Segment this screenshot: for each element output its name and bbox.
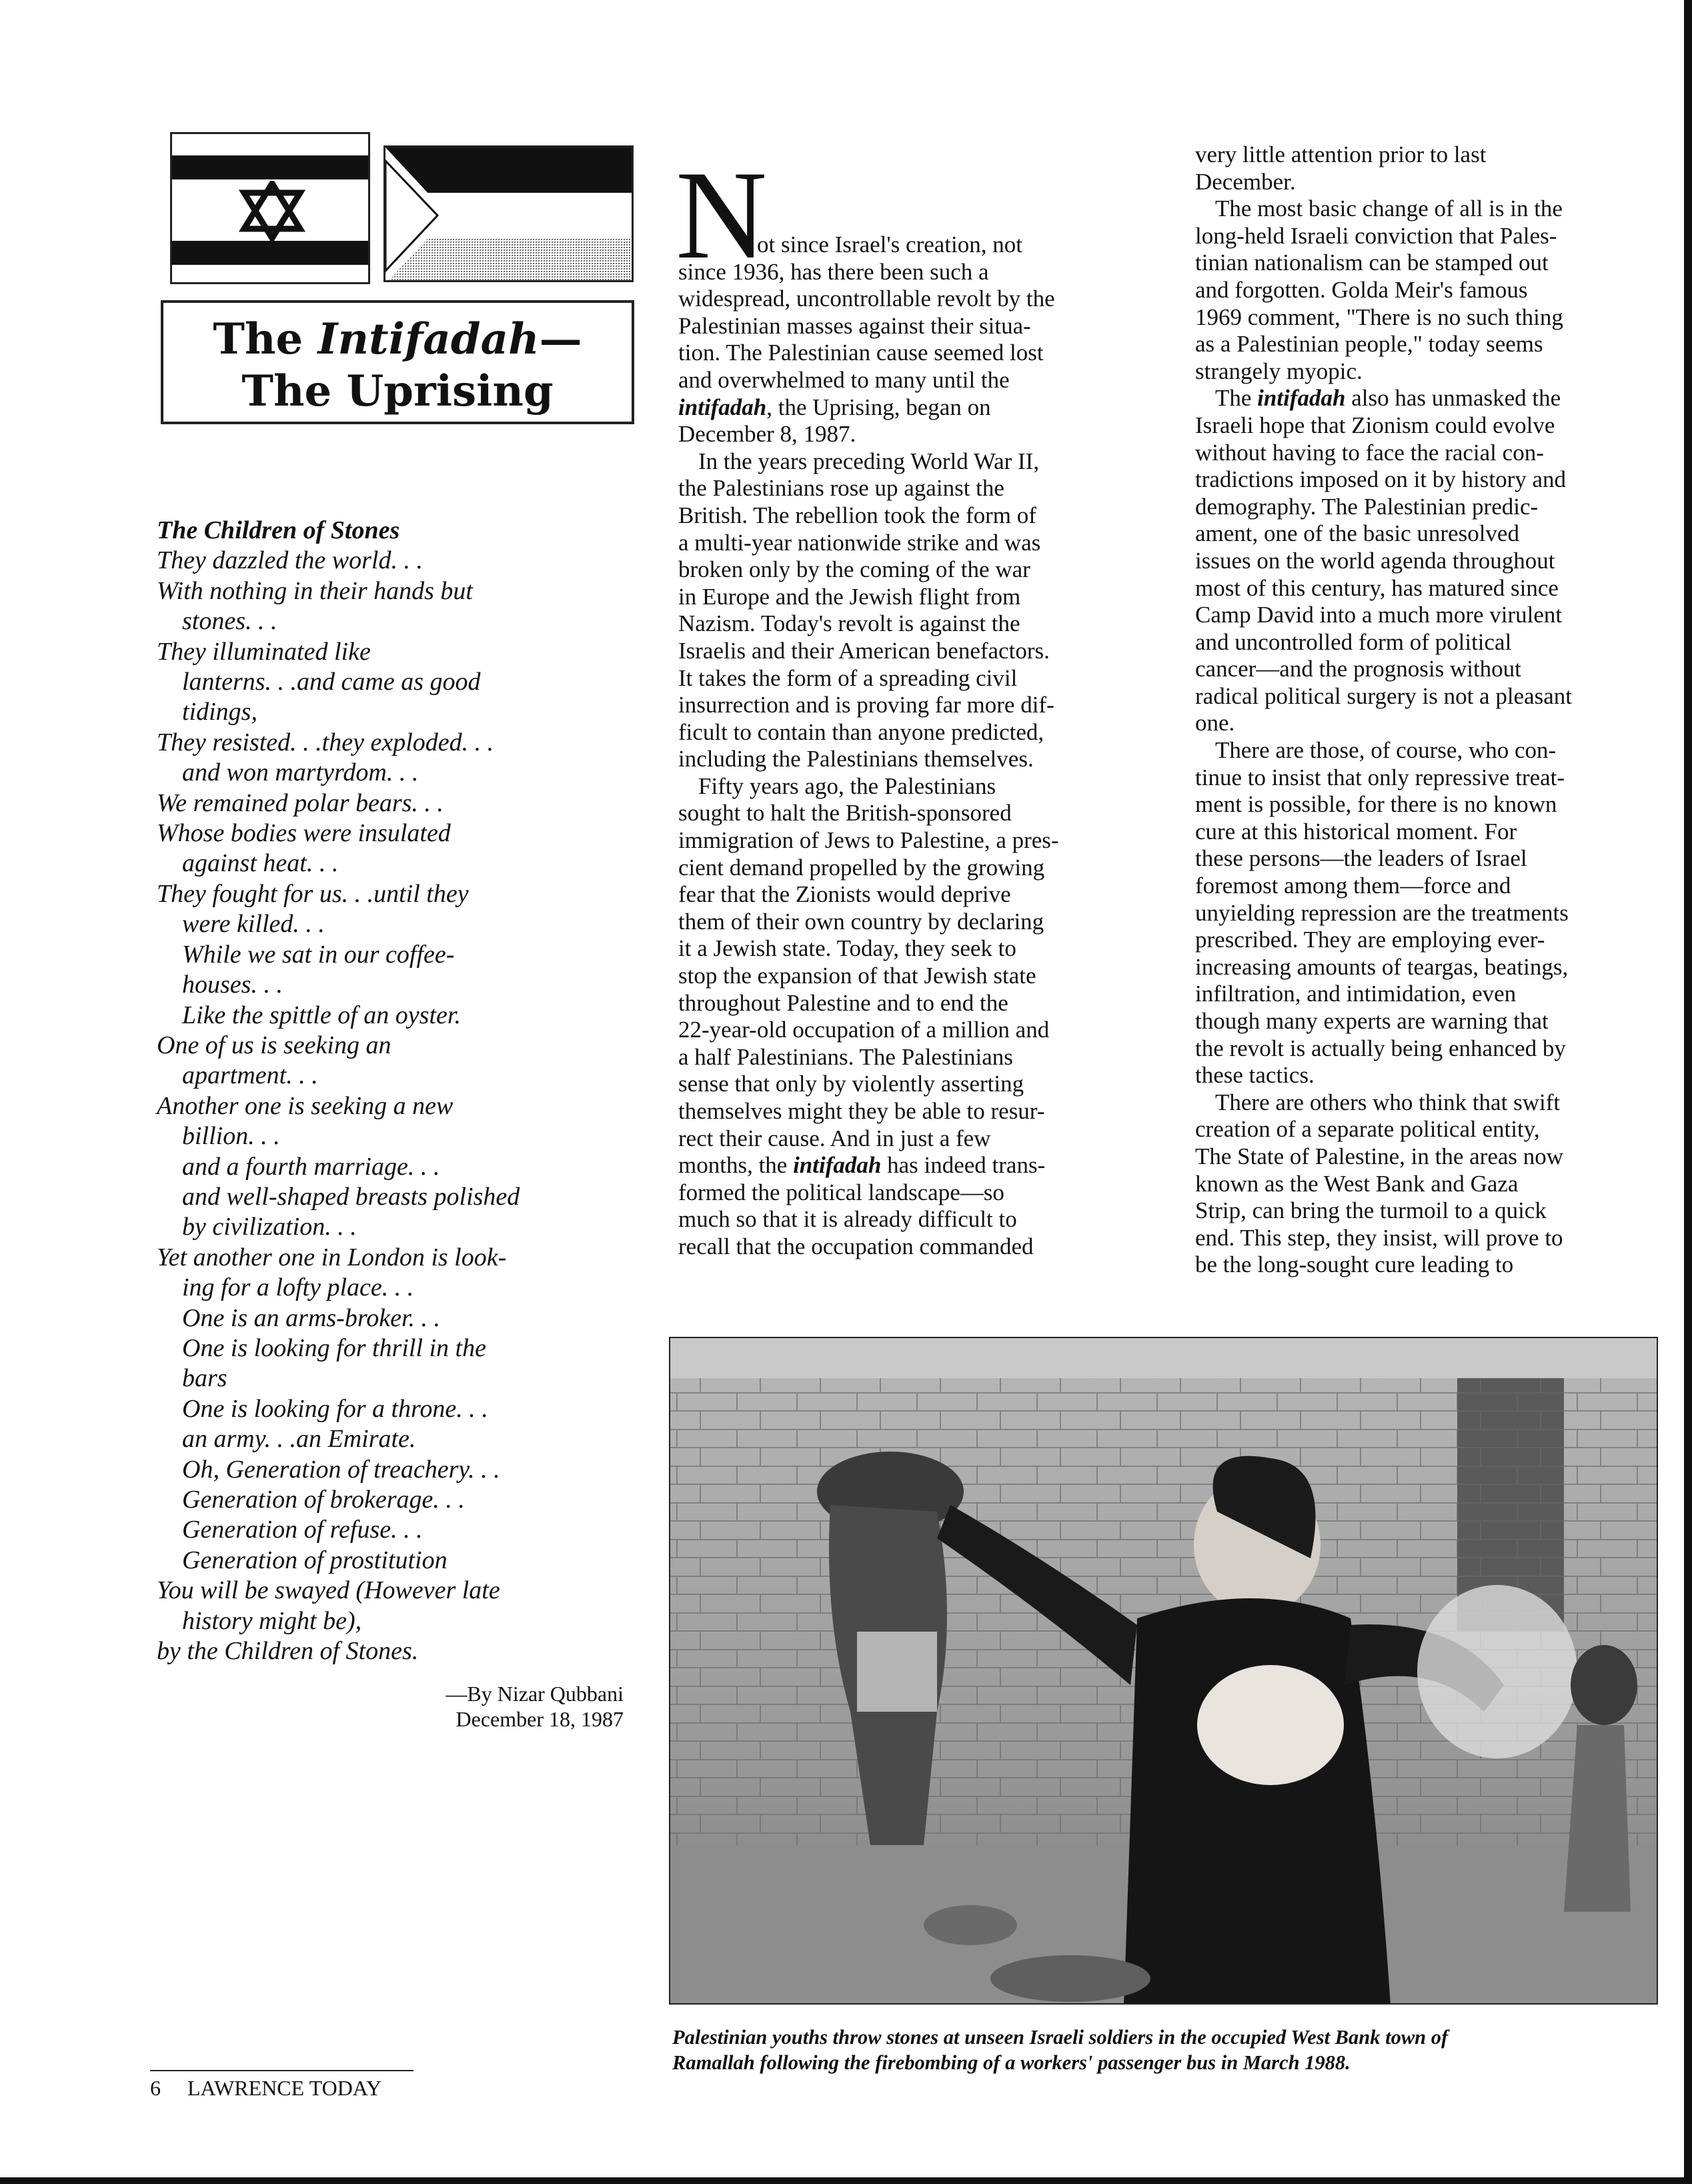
poem-author: —By Nizar Qubbani (446, 1682, 624, 1706)
article-line: 1969 comment, "There is no such thing (1195, 304, 1563, 330)
article-line: cient demand propelled by the growing (678, 854, 1045, 881)
article-line: in Europe and the Jewish flight from (678, 583, 1021, 610)
poem-line: apartment. . . (182, 1061, 318, 1090)
poem-line: ing for a lofty place. . . (182, 1273, 414, 1302)
article-line: sense that only by violently asserting (678, 1071, 1024, 1097)
article-line: The State of Palestine, in the areas now (1195, 1143, 1564, 1169)
article-line: tinian nationalism can be stamped out (1195, 249, 1549, 276)
poem-line: You will be swayed (However late (157, 1576, 500, 1605)
article-line: ment is possible, for there is no known (1195, 791, 1557, 818)
article-line: tinue to insist that only repressive treat- (1195, 764, 1565, 790)
article-line: known as the West Bank and Gaza (1195, 1170, 1519, 1197)
article-line: intifadah, the Uprising, began on (678, 394, 991, 420)
article-line: cancer—and the prognosis without (1195, 656, 1521, 682)
article-line: ficult to contain than anyone predicted, (678, 718, 1044, 745)
article-line: Camp David into a much more virulent (1195, 602, 1563, 628)
article-line: increasing amounts of teargas, beatings, (1195, 953, 1569, 980)
news-photo (669, 1337, 1658, 2005)
poem-line: against heat. . . (182, 849, 339, 878)
article-line: Israelis and their American benefactors. (678, 637, 1050, 664)
page-footer (150, 2076, 381, 2101)
article-line: these tactics. (1195, 1062, 1315, 1089)
article-line: The most basic change of all is in the (1215, 195, 1563, 222)
article-line: long-held Israeli conviction that Pales- (1195, 222, 1557, 249)
poem-line: and well-shaped breasts polished (182, 1182, 520, 1211)
article-line: broken only by the coming of the war (678, 556, 1030, 583)
poem-line: history might be), (182, 1606, 362, 1635)
article-line: immigration of Jews to Palestine, a pres- (678, 827, 1059, 854)
footer-rule (150, 2070, 413, 2071)
poem-line: by the Children of Stones. (157, 1637, 419, 1666)
article-line: them of their own country by declaring (678, 908, 1044, 935)
article-line: it a Jewish state. Today, they seek to (678, 935, 1016, 962)
caption-line: Ramallah following the firebombing of a workers' passenger bus in March 1988. (672, 2051, 1351, 2074)
article-line: British. The rebellion took the form of (678, 502, 1036, 528)
article-line: be the long-sought cure leading to (1195, 1251, 1514, 1278)
poem-line: Oh, Generation of treachery. . . (182, 1455, 500, 1484)
poem-line: While we sat in our coffee- (182, 940, 455, 969)
article-line: though many experts are warning that (1195, 1008, 1549, 1034)
poem-line: tidings, (182, 698, 257, 726)
poem-line: One is an arms-broker. . . (182, 1303, 441, 1332)
poem-line: They dazzled the world. . . (157, 546, 423, 575)
star-of-david-icon (239, 181, 305, 241)
article-line: as a Palestinian people," today seems (1195, 331, 1543, 358)
article-line: widespread, uncontrollable revolt by the (678, 286, 1055, 312)
article-line: without having to face the racial con- (1195, 439, 1544, 466)
poem-line: and a fourth marriage. . . (182, 1152, 440, 1181)
poem (157, 516, 624, 1666)
article-line: strangely myopic. (1195, 358, 1363, 384)
page-number: 6 (150, 2076, 161, 2100)
article-line: much so that it is already difficult to (678, 1206, 1017, 1233)
publication-name: LAWRENCE TODAY (187, 2076, 382, 2100)
poem-attribution (373, 1681, 624, 1732)
article-line: and forgotten. Golda Meir's famous (1195, 276, 1528, 303)
article-line: demography. The Palestinian predic- (1195, 493, 1539, 520)
headline-line-2: The Uprising (241, 366, 554, 416)
poem-line: lanterns. . .and came as good (182, 668, 481, 696)
poem-line: by civilization. . . (182, 1213, 357, 1241)
poem-line: and won martyrdom. . . (182, 758, 419, 787)
article-line: issues on the world agenda throughout (1195, 547, 1555, 574)
article-line: the Palestinians rose up against the (678, 475, 1004, 502)
article-line: and overwhelmed to many until the (678, 366, 1010, 393)
article-line: radical political surgery is not a pleasant (1195, 682, 1573, 709)
headline-line-1: The Intifadah— (213, 314, 582, 364)
article-line: very little attention prior to last (1195, 141, 1487, 167)
article-line: tradictions imposed on it by history and (1195, 466, 1567, 493)
poem-line: One is looking for a throne. . . (182, 1394, 488, 1423)
poem-line: Generation of brokerage. . . (182, 1486, 465, 1514)
poem-line: Generation of refuse. . . (182, 1516, 423, 1544)
article-line: and uncontrolled form of political (1195, 628, 1512, 655)
drop-cap: N (676, 145, 768, 286)
israel-flag-icon (170, 132, 370, 284)
article-line: themselves might they be able to resur- (678, 1098, 1045, 1124)
poem-line: They illuminated like (157, 637, 371, 666)
poem-line: One is looking for thrill in the (182, 1333, 486, 1362)
article-line: months, the intifadah has indeed trans- (678, 1152, 1046, 1179)
poem-line: houses. . . (182, 971, 283, 999)
poem-line: billion. . . (182, 1122, 280, 1151)
article-line: 22-year-old occupation of a million and (678, 1017, 1050, 1043)
headline-box (161, 300, 634, 424)
article-line: end. This step, they insist, will prove to (1195, 1224, 1563, 1251)
article-line: Strip, can bring the turmoil to a quick (1195, 1197, 1547, 1224)
article-line: In the years preceding World War II, (698, 448, 1040, 474)
article-line: formed the political landscape—so (678, 1179, 1004, 1205)
article-line: throughout Palestine and to end the (678, 989, 1008, 1016)
article-line: It takes the form of a spreading civil (678, 664, 1018, 691)
article-line: a half Palestinians. The Palestinians (678, 1043, 1013, 1070)
article-line: December. (1195, 168, 1296, 195)
article-line: one. (1195, 710, 1235, 736)
article-line: rect their cause. And in just a few (678, 1125, 991, 1151)
article-line: December 8, 1987. (678, 421, 856, 448)
poem-line: Yet another one in London is look- (157, 1243, 507, 1271)
poem-line: Another one is seeking a new (157, 1091, 454, 1120)
article-line: foremost among them—force and (1195, 873, 1511, 899)
article-line: unyielding repression are the treatments (1195, 899, 1569, 926)
article-line: tion. The Palestinian cause seemed lost (678, 340, 1044, 366)
poem-line: Generation of prostitution (182, 1546, 448, 1574)
article-line: The intifadah also has unmasked the (1215, 385, 1561, 412)
article-line: infiltration, and intimidation, even (1195, 981, 1517, 1007)
poem-line: Whose bodies were insulated (157, 819, 451, 848)
page-bottom-edge (0, 2177, 1692, 2184)
article-line: There are others who think that swift (1215, 1089, 1561, 1115)
poem-line: stones. . . (182, 607, 277, 636)
article-column-2 (1195, 141, 1662, 1279)
palestine-flag-icon (383, 145, 634, 282)
photo-caption (672, 2025, 1656, 2075)
poem-title: The Children of Stones (157, 516, 400, 544)
caption-line: Palestinian youths throw stones at unseen Israeli soldiers in the occupied West Bank town of (672, 2026, 1449, 2049)
article-line: Nazism. Today's revolt is against the (678, 610, 1020, 637)
article-line: Israeli hope that Zionism could evolve (1195, 412, 1555, 438)
article-line: most of this century, has matured since (1195, 574, 1559, 601)
article-line: stop the expansion of that Jewish state (678, 963, 1036, 989)
article-line: cure at this historical moment. For (1195, 818, 1517, 845)
article-line: prescribed. They are employing ever- (1195, 927, 1545, 953)
article-line: a multi-year nationwide strike and was (678, 529, 1041, 556)
poem-line: Like the spittle of an oyster. (182, 1001, 461, 1029)
poem-date: December 18, 1987 (456, 1707, 624, 1731)
article-line: insurrection and is proving far more dif- (678, 692, 1054, 718)
article-line: the revolt is actually being enhanced by (1195, 1035, 1566, 1061)
poem-line: With nothing in their hands but (157, 576, 473, 605)
poem-line: They fought for us. . .until they (157, 879, 469, 908)
article-line: fear that the Zionists would deprive (678, 881, 1011, 908)
poem-line: They resisted. . .they exploded. . . (157, 728, 494, 756)
article-line: sought to halt the British-sponsored (678, 800, 1012, 827)
article-line: There are those, of course, who con- (1215, 737, 1557, 764)
article-line: creation of a separate political entity, (1195, 1116, 1540, 1143)
article-line: ament, one of the basic unresolved (1195, 520, 1519, 547)
poem-line: bars (182, 1364, 227, 1393)
poem-line: an army. . .an Emirate. (182, 1425, 416, 1454)
page-edge-bar (1684, 0, 1692, 2184)
poem-line: One of us is seeking an (157, 1031, 391, 1059)
article-line: Palestinian masses against their situa- (678, 312, 1031, 339)
poem-line: were killed. . . (182, 910, 325, 939)
article-line: since 1936, has there been such a (678, 258, 989, 285)
article-line: these persons—the leaders of Israel (1195, 845, 1527, 872)
article-line: recall that the occupation commanded (678, 1233, 1034, 1259)
poem-line: We remained polar bears. . . (157, 788, 444, 817)
article-line: including the Palestinians themselves. (678, 746, 1034, 772)
article-first-line: ot since Israel's creation, not (757, 231, 1022, 257)
article-line: Fifty years ago, the Palestinians (698, 772, 996, 799)
article-column-1 (678, 259, 1145, 1261)
